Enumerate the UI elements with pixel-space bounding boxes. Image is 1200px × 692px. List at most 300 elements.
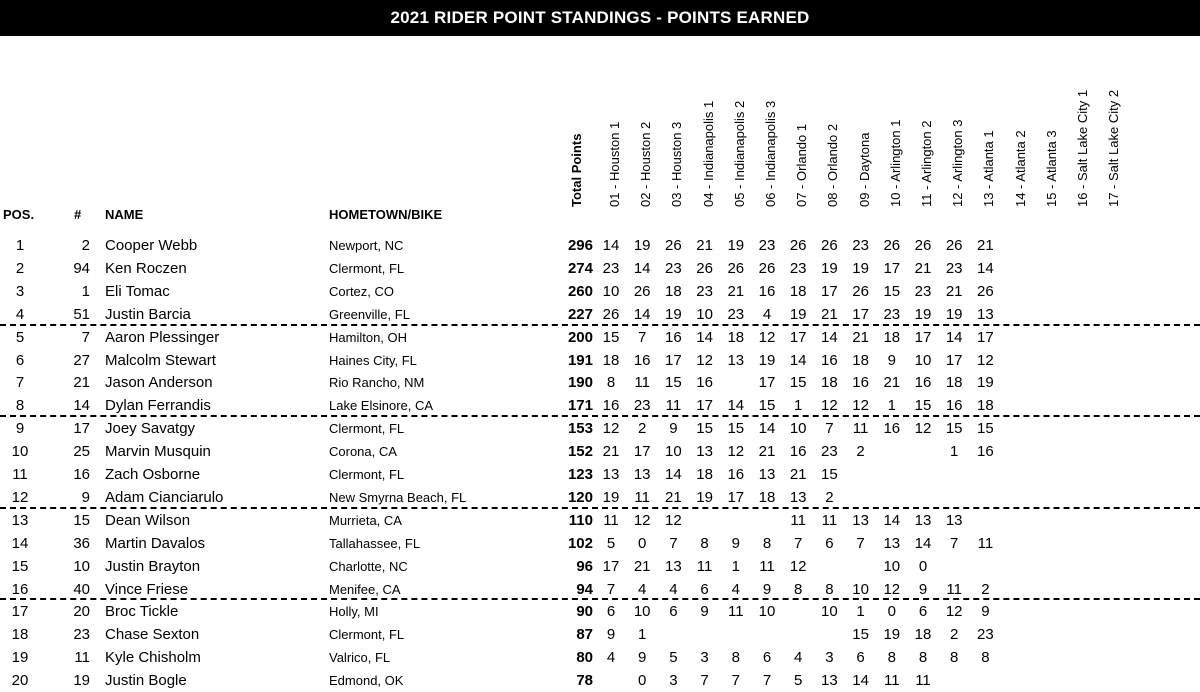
group-separator — [0, 415, 1200, 417]
round-points: 8 — [981, 649, 990, 667]
rider-hometown: Corona, CA — [329, 444, 397, 460]
rider-number: 15 — [73, 511, 90, 529]
round-points: 7 — [794, 534, 803, 552]
round-points: 12 — [727, 443, 745, 461]
round-points: 8 — [700, 534, 709, 552]
round-points: 8 — [950, 649, 959, 667]
round-points: 12 — [665, 511, 682, 529]
round-header: 12 - Arlington 3 — [950, 119, 966, 207]
table-row — [0, 303, 1200, 326]
round-header: 06 - Indianapolis 3 — [763, 100, 778, 207]
rider-position: 7 — [15, 374, 25, 392]
round-points: 2 — [981, 580, 990, 598]
round-points: 11 — [946, 580, 962, 598]
round-header: 07 - Orlando 1 — [794, 123, 810, 207]
round-points: 15 — [977, 420, 994, 438]
round-points: 6 — [856, 649, 865, 667]
rider-total-points: 227 — [567, 305, 593, 323]
rider-total-points: 274 — [567, 259, 593, 277]
round-points: 23 — [789, 259, 807, 277]
round-points: 14 — [602, 237, 620, 254]
round-points: 7 — [669, 534, 678, 552]
rider-number: 16 — [73, 466, 90, 483]
round-points: 12 — [602, 420, 620, 438]
rider-total-points: 78 — [576, 672, 593, 690]
round-points: 14 — [789, 351, 807, 369]
rider-hometown: Hamilton, OH — [329, 329, 408, 345]
round-points: 19 — [821, 259, 838, 277]
rider-name: Dean Wilson — [105, 511, 191, 529]
rider-name: Justin Brayton — [105, 557, 201, 575]
rider-position: 6 — [15, 351, 25, 369]
table-row — [0, 440, 1200, 463]
rider-total-points: 190 — [567, 374, 593, 392]
round-points: 16 — [602, 397, 620, 415]
round-points: 12 — [914, 420, 932, 438]
rider-position: 1 — [15, 237, 25, 254]
round-points: 14 — [665, 466, 682, 483]
rider-hometown: Charlotte, NC — [329, 558, 408, 574]
rider-number: 9 — [81, 488, 90, 506]
rider-name: Cooper Webb — [105, 237, 198, 254]
round-points: 11 — [665, 397, 682, 415]
round-points: 11 — [852, 420, 869, 438]
round-points: 5 — [606, 534, 616, 552]
rider-total-points: 296 — [567, 237, 593, 254]
round-points: 14 — [758, 420, 776, 438]
rider-number: 94 — [73, 259, 90, 277]
round-points: 5 — [669, 649, 678, 667]
round-points: 9 — [918, 580, 928, 598]
round-points: 10 — [883, 557, 901, 575]
round-points: 18 — [602, 351, 620, 369]
round-points: 18 — [821, 374, 838, 392]
round-points: 16 — [633, 351, 651, 369]
table-row — [0, 349, 1200, 372]
round-points: 10 — [852, 580, 869, 598]
round-points: 10 — [696, 305, 713, 323]
rider-name: Dylan Ferrandis — [105, 397, 211, 415]
round-header: 15 - Atlanta 3 — [1043, 130, 1059, 207]
round-points: 16 — [977, 443, 994, 461]
rider-name: Zach Osborne — [105, 466, 201, 483]
round-points: 21 — [665, 488, 682, 506]
table-row — [0, 555, 1200, 578]
round-points: 9 — [731, 534, 740, 552]
rider-hometown: Haines City, FL — [329, 352, 417, 368]
rider-position: 5 — [15, 328, 25, 346]
rider-total-points: 191 — [567, 351, 593, 369]
round-points: 23 — [821, 443, 838, 461]
round-points: 13 — [852, 511, 869, 529]
round-points: 13 — [914, 511, 932, 529]
round-points: 2 — [825, 488, 834, 506]
round-points: 18 — [883, 328, 901, 346]
round-points: 17 — [602, 557, 620, 575]
rider-total-points: 96 — [576, 557, 593, 575]
round-header: 03 - Houston 3 — [669, 121, 685, 207]
round-points: 23 — [914, 282, 932, 300]
header-number: # — [74, 207, 82, 222]
round-points: 1 — [887, 397, 896, 415]
round-points: 2 — [638, 420, 647, 438]
round-points: 17 — [852, 305, 869, 323]
round-points: 26 — [852, 282, 869, 300]
rider-total-points: 153 — [567, 420, 593, 438]
round-points: 17 — [633, 443, 651, 461]
round-points: 19 — [633, 237, 651, 254]
round-points: 13 — [789, 488, 807, 506]
round-points: 15 — [758, 397, 776, 415]
round-points: 7 — [825, 420, 834, 438]
rider-hometown: Tallahassee, FL — [329, 535, 421, 551]
round-points: 26 — [758, 259, 776, 277]
rider-total-points: 80 — [576, 649, 593, 667]
table-row — [0, 463, 1200, 486]
rider-position: 14 — [11, 534, 29, 552]
rider-name: Vince Friese — [105, 580, 189, 598]
round-points: 23 — [852, 237, 869, 254]
round-points: 19 — [977, 374, 994, 392]
rider-number: 14 — [73, 397, 90, 415]
rider-position: 16 — [11, 580, 29, 598]
rider-total-points: 120 — [567, 488, 593, 506]
round-points: 14 — [633, 259, 651, 277]
round-points: 13 — [883, 534, 901, 552]
rider-name: Kyle Chisholm — [105, 649, 201, 667]
rider-name: Malcolm Stewart — [105, 351, 216, 369]
rider-hometown: Newport, NC — [329, 238, 404, 253]
round-points: 0 — [887, 603, 896, 621]
round-points: 10 — [758, 603, 776, 621]
rider-name: Chase Sexton — [105, 626, 200, 644]
round-points: 21 — [758, 443, 776, 461]
round-points: 18 — [977, 397, 994, 415]
rider-position: 12 — [11, 488, 29, 506]
round-points: 7 — [856, 534, 865, 552]
round-points: 13 — [758, 466, 776, 483]
round-points: 16 — [789, 443, 807, 461]
rider-name: Justin Bogle — [105, 672, 187, 690]
round-points: 21 — [633, 557, 651, 575]
rider-name: Justin Barcia — [105, 305, 191, 323]
rider-name: Marvin Musquin — [105, 443, 211, 461]
round-points: 14 — [914, 534, 932, 552]
rider-number: 25 — [73, 443, 90, 461]
round-points: 26 — [883, 237, 901, 254]
round-points: 19 — [883, 626, 901, 644]
round-points: 14 — [727, 397, 745, 415]
round-points: 8 — [825, 580, 834, 598]
rider-name: Adam Cianciarulo — [105, 488, 224, 506]
round-points: 6 — [700, 580, 709, 598]
round-points: 15 — [789, 374, 807, 392]
round-points: 17 — [821, 282, 838, 300]
round-points: 9 — [887, 351, 896, 369]
round-points: 17 — [883, 259, 901, 277]
round-points: 7 — [700, 672, 709, 690]
round-points: 23 — [977, 626, 994, 644]
round-points: 4 — [794, 649, 803, 667]
round-points: 13 — [977, 305, 994, 323]
round-points: 7 — [950, 534, 959, 552]
round-points: 15 — [945, 420, 963, 438]
group-separator — [0, 324, 1200, 326]
round-points: 26 — [633, 282, 651, 300]
round-points: 13 — [945, 511, 963, 529]
rider-number: 21 — [73, 374, 90, 392]
header-total-points: Total Points — [569, 133, 584, 207]
table-row — [0, 600, 1200, 623]
round-points: 14 — [696, 328, 713, 346]
round-points: 21 — [602, 443, 620, 461]
rider-hometown: Menifee, CA — [329, 581, 401, 597]
round-points: 17 — [789, 328, 807, 346]
rider-hometown: Clermont, FL — [329, 260, 405, 276]
rider-position: 19 — [11, 649, 29, 667]
round-points: 23 — [633, 397, 651, 415]
rider-total-points: 110 — [568, 511, 593, 529]
round-points: 26 — [665, 237, 682, 254]
round-points: 26 — [602, 305, 620, 323]
round-points: 7 — [731, 672, 740, 690]
rider-number: 10 — [73, 557, 90, 575]
round-points: 26 — [727, 259, 745, 277]
round-points: 19 — [665, 305, 682, 323]
round-points: 13 — [633, 466, 651, 483]
rider-number: 7 — [81, 328, 90, 346]
round-points: 3 — [825, 649, 834, 667]
round-points: 17 — [758, 374, 776, 392]
round-points: 12 — [696, 351, 713, 369]
rider-hometown: Murrieta, CA — [329, 512, 402, 528]
round-points: 23 — [758, 237, 776, 254]
round-points: 12 — [852, 397, 869, 415]
round-points: 0 — [918, 557, 928, 575]
round-points: 10 — [821, 603, 838, 621]
round-points: 18 — [945, 374, 963, 392]
rider-number: 27 — [73, 351, 90, 369]
rider-position: 4 — [15, 305, 25, 323]
round-points: 13 — [821, 672, 838, 690]
group-separator — [0, 598, 1200, 600]
round-points: 11 — [915, 672, 931, 690]
round-points: 18 — [789, 282, 807, 300]
round-points: 2 — [856, 443, 865, 461]
rider-position: 11 — [12, 466, 28, 483]
round-points: 23 — [696, 282, 713, 300]
table-row — [0, 280, 1200, 303]
table-row — [0, 326, 1200, 349]
round-points: 19 — [914, 305, 932, 323]
rider-hometown: New Smyrna Beach, FL — [329, 489, 467, 505]
rider-position: 8 — [15, 397, 25, 415]
round-points: 11 — [759, 557, 775, 575]
rider-hometown: Edmond, OK — [329, 673, 404, 689]
round-points: 21 — [789, 466, 807, 483]
round-points: 2 — [950, 626, 959, 644]
round-points: 26 — [945, 237, 963, 254]
round-points: 15 — [883, 282, 901, 300]
rider-total-points: 260 — [567, 282, 593, 300]
table-row — [0, 509, 1200, 532]
round-points: 21 — [821, 305, 838, 323]
round-points: 10 — [602, 282, 620, 300]
round-points: 14 — [945, 328, 963, 346]
round-points: 17 — [977, 328, 994, 346]
round-points: 17 — [727, 488, 745, 506]
rider-total-points: 171 — [567, 397, 593, 415]
round-points: 14 — [883, 511, 901, 529]
round-points: 6 — [918, 603, 928, 621]
round-points: 16 — [883, 420, 901, 438]
group-separator — [0, 507, 1200, 509]
round-points: 13 — [665, 557, 682, 575]
rider-number: 51 — [73, 305, 90, 323]
round-points: 11 — [696, 557, 713, 575]
round-points: 21 — [883, 374, 901, 392]
round-header: 14 - Atlanta 2 — [1012, 130, 1028, 207]
rider-position: 17 — [11, 603, 29, 621]
rider-total-points: 200 — [567, 328, 593, 346]
round-points: 18 — [852, 351, 869, 369]
rider-number: 2 — [81, 237, 90, 254]
round-points: 18 — [914, 626, 932, 644]
rider-number: 17 — [73, 420, 90, 438]
round-points: 16 — [945, 397, 963, 415]
round-points: 0 — [638, 534, 647, 552]
round-points: 17 — [914, 328, 932, 346]
round-points: 18 — [665, 282, 682, 300]
round-points: 14 — [977, 259, 994, 277]
table-row — [0, 578, 1200, 601]
round-points: 7 — [638, 328, 647, 346]
round-points: 13 — [727, 351, 745, 369]
round-points: 5 — [794, 672, 803, 690]
round-points: 7 — [762, 672, 772, 690]
round-header: 13 - Atlanta 1 — [981, 130, 997, 207]
round-points: 15 — [727, 420, 745, 438]
round-points: 21 — [945, 282, 963, 300]
round-points: 14 — [852, 672, 869, 690]
round-header: 02 - Houston 2 — [638, 121, 654, 207]
table-row — [0, 257, 1200, 280]
round-header: 16 - Salt Lake City 1 — [1075, 89, 1090, 207]
round-header: 08 - Orlando 2 — [825, 123, 841, 207]
round-points: 12 — [633, 511, 651, 529]
round-points: 16 — [821, 351, 838, 369]
round-points: 19 — [945, 305, 963, 323]
rider-number: 23 — [73, 626, 90, 644]
round-points: 19 — [789, 305, 807, 323]
round-points: 8 — [794, 580, 803, 598]
rider-number: 19 — [73, 672, 90, 690]
rider-total-points: 87 — [576, 626, 593, 644]
round-points: 13 — [696, 443, 713, 461]
round-points: 3 — [669, 672, 678, 690]
round-points: 9 — [700, 603, 709, 621]
rider-hometown: Cortez, CO — [329, 283, 395, 299]
rider-number: 40 — [73, 580, 90, 598]
table-row — [0, 417, 1200, 440]
round-points: 11 — [790, 511, 806, 529]
round-points: 1 — [794, 397, 803, 415]
round-points: 15 — [665, 374, 682, 392]
round-points: 9 — [981, 603, 990, 621]
round-points: 12 — [977, 351, 994, 369]
round-points: 6 — [606, 603, 616, 621]
rider-name: Joey Savatgy — [105, 420, 196, 438]
header-hometown: HOMETOWN/BIKE — [329, 207, 443, 222]
round-points: 11 — [821, 511, 838, 529]
round-points: 6 — [762, 649, 772, 667]
round-points: 6 — [669, 603, 678, 621]
round-points: 9 — [669, 420, 678, 438]
round-points: 8 — [606, 374, 616, 392]
round-points: 12 — [821, 397, 838, 415]
round-header: 09 - Daytona — [856, 132, 872, 207]
rider-hometown: Holly, MI — [329, 604, 379, 620]
rider-hometown: Rio Rancho, NM — [329, 375, 425, 391]
round-points: 19 — [727, 237, 745, 254]
round-points: 19 — [602, 488, 620, 506]
round-points: 11 — [884, 672, 900, 690]
table-row — [0, 234, 1200, 257]
round-points: 21 — [914, 259, 932, 277]
round-points: 26 — [977, 282, 994, 300]
rider-total-points: 90 — [576, 603, 593, 621]
round-points: 18 — [758, 488, 776, 506]
rider-name: Martin Davalos — [105, 534, 206, 552]
table-row — [0, 669, 1200, 692]
table-row — [0, 394, 1200, 417]
round-points: 14 — [821, 328, 838, 346]
table-row — [0, 486, 1200, 509]
round-points: 12 — [883, 580, 901, 598]
round-points: 4 — [731, 580, 740, 598]
round-points: 9 — [638, 649, 647, 667]
rider-position: 3 — [15, 282, 25, 300]
rider-number: 20 — [73, 603, 90, 621]
round-points: 16 — [914, 374, 932, 392]
round-points: 23 — [727, 305, 745, 323]
round-points: 9 — [762, 580, 772, 598]
round-points: 15 — [821, 466, 838, 483]
round-points: 11 — [634, 488, 650, 506]
round-points: 12 — [945, 603, 963, 621]
round-points: 19 — [758, 351, 776, 369]
round-points: 16 — [727, 466, 745, 483]
round-points: 8 — [762, 534, 772, 552]
round-header: 05 - Indianapolis 2 — [731, 100, 747, 207]
round-points: 18 — [696, 466, 713, 483]
rider-name: Eli Tomac — [105, 282, 170, 300]
rider-total-points: 94 — [576, 580, 593, 598]
round-points: 26 — [696, 259, 713, 277]
round-points: 10 — [665, 443, 682, 461]
round-points: 4 — [606, 649, 616, 667]
round-points: 4 — [762, 305, 772, 323]
rider-position: 15 — [11, 557, 29, 575]
table-row — [0, 623, 1200, 646]
round-header: 10 - Arlington 1 — [887, 119, 903, 207]
round-points: 11 — [728, 603, 744, 621]
round-points: 21 — [727, 282, 745, 300]
rider-name: Jason Anderson — [105, 374, 213, 392]
round-points: 15 — [914, 397, 932, 415]
round-header: 17 - Salt Lake City 2 — [1106, 89, 1122, 207]
round-points: 16 — [852, 374, 869, 392]
